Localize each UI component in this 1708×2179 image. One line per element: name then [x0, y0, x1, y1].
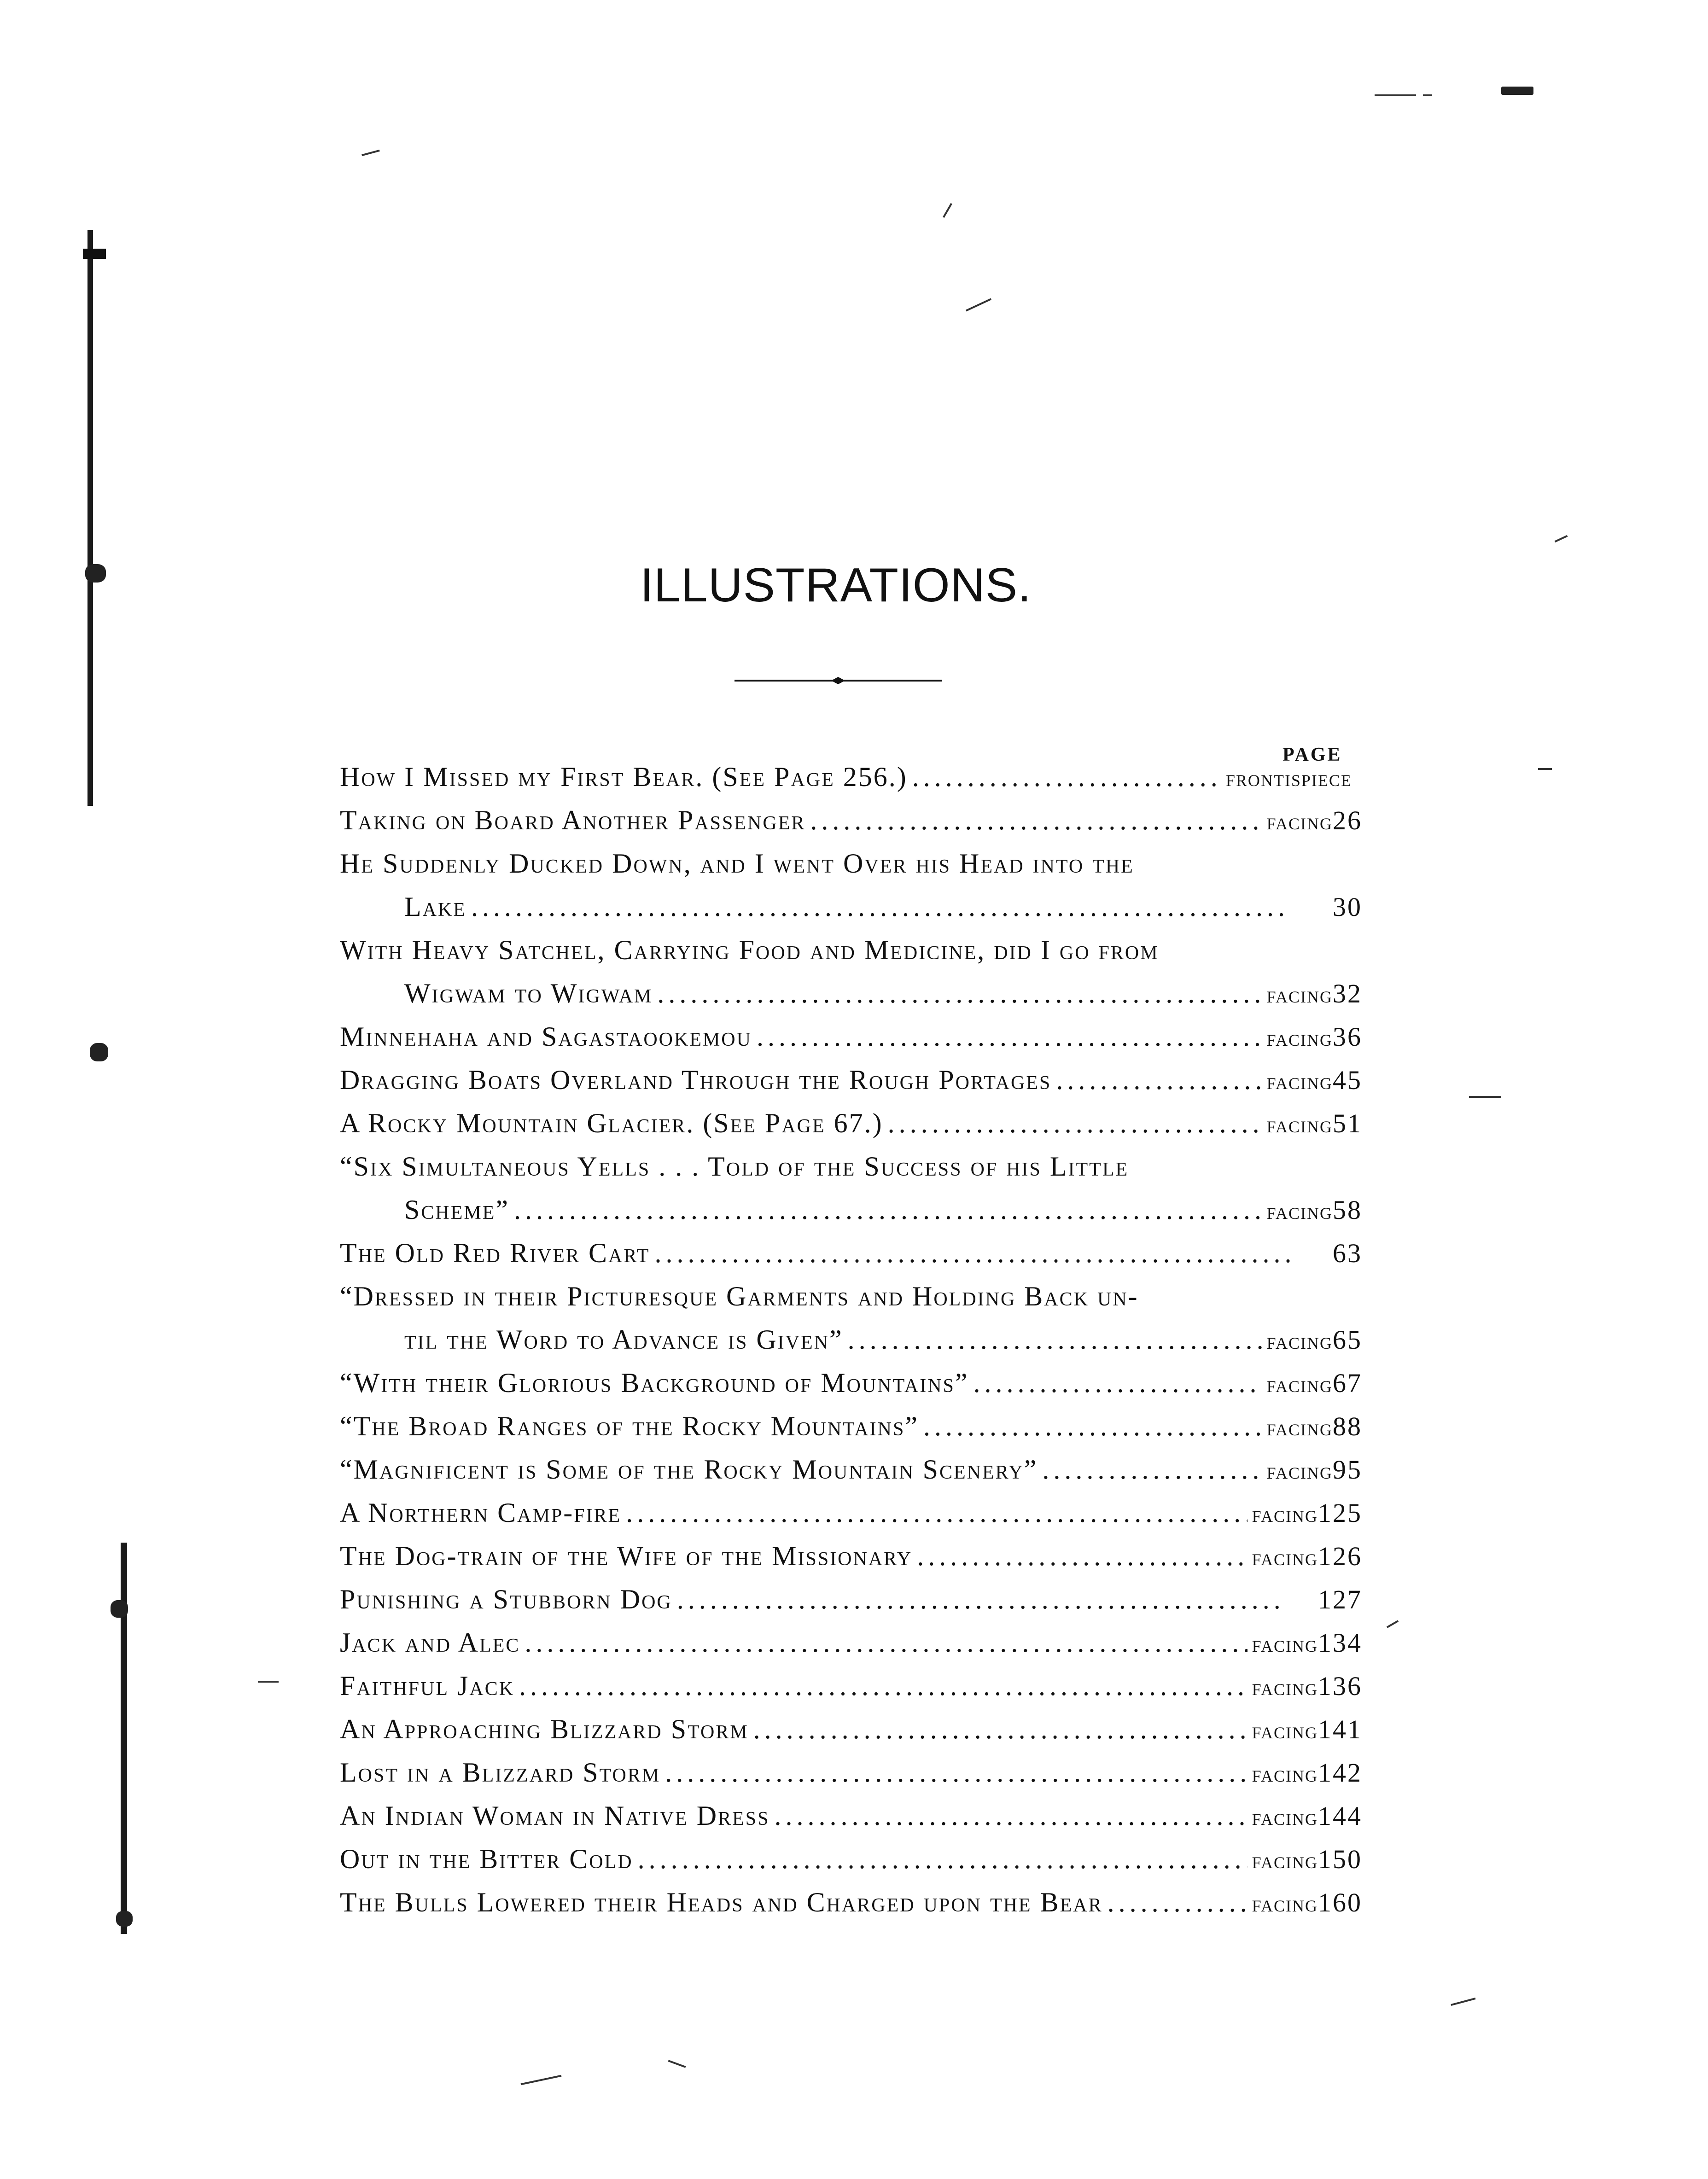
- entry-page-number: 30: [1333, 892, 1362, 922]
- scan-speck: [85, 564, 106, 583]
- scan-speck: [116, 1911, 133, 1927]
- entry-label: facing: [1252, 1718, 1318, 1744]
- dot-leader: [888, 1101, 1262, 1145]
- scan-dash: [1538, 768, 1552, 770]
- illustration-entry: [340, 1664, 1362, 1707]
- entry-page-number: 45: [1333, 1065, 1362, 1095]
- entry-label: facing: [1252, 1674, 1318, 1701]
- entry-line: [340, 1361, 1362, 1404]
- entry-page-number: 150: [1318, 1844, 1362, 1874]
- illustration-entry: [340, 1145, 1362, 1231]
- entry-page-number: 126: [1318, 1541, 1362, 1571]
- entry-label: facing: [1266, 1112, 1333, 1138]
- entry-page-number: 58: [1333, 1195, 1362, 1225]
- entry-line: [340, 1058, 1362, 1101]
- scan-dash: [668, 2060, 686, 2068]
- entry-label: facing: [1266, 1371, 1333, 1398]
- binding-edge-shadow: [87, 230, 93, 806]
- entry-line: [340, 928, 1362, 972]
- entry-line: [340, 1101, 1362, 1145]
- scan-dash: [1451, 1998, 1475, 2006]
- scan-dash: [521, 2075, 562, 2086]
- entry-title-text: The Old Red River Cart: [340, 1238, 650, 1268]
- entry-page-number: 65: [1333, 1325, 1362, 1355]
- illustration-entry: [340, 1101, 1362, 1145]
- entry-line: [340, 1664, 1362, 1707]
- entry-page-number: 67: [1333, 1368, 1362, 1398]
- scan-dash: [1423, 94, 1432, 96]
- entry-title-text: “Six Simultaneous Yells . . . Told of the Success of his Little: [340, 1151, 1129, 1182]
- entry-title-text: Minnehaha and Sagastaookemou: [340, 1021, 752, 1052]
- scan-dash: [1555, 535, 1568, 542]
- entry-page-number: 36: [1333, 1022, 1362, 1052]
- illustration-entry: [340, 1361, 1362, 1404]
- scan-dash: [1375, 94, 1416, 96]
- entry-title-text: Jack and Alec: [340, 1627, 520, 1658]
- dot-leader: [775, 1794, 1247, 1837]
- illustration-entry: [340, 928, 1362, 1015]
- page-title: ILLUSTRATIONS.: [640, 559, 1032, 612]
- entry-page-number: 26: [1333, 805, 1362, 835]
- entry-label: frontispiece: [1225, 765, 1352, 792]
- scan-speck: [83, 249, 106, 259]
- dot-leader: [626, 1491, 1247, 1534]
- entry-label: facing: [1266, 1068, 1333, 1095]
- entry-label: facing: [1266, 809, 1333, 835]
- dot-leader: [912, 755, 1221, 798]
- entry-title-text: A Rocky Mountain Glacier. (See Page 67.): [340, 1108, 883, 1138]
- entry-title-text: Punishing a Stubborn Dog: [340, 1584, 672, 1614]
- entry-line: [340, 755, 1362, 798]
- entry-title-text: How I Missed my First Bear. (See Page 256.): [340, 762, 908, 792]
- entry-label: facing: [1266, 1458, 1333, 1484]
- entry-title-text: An Indian Woman in Native Dress: [340, 1800, 770, 1831]
- entry-line: [340, 1275, 1362, 1318]
- entry-page-number: 125: [1318, 1498, 1362, 1528]
- entry-label: facing: [1266, 1198, 1333, 1224]
- dot-leader: [1108, 1881, 1247, 1924]
- dot-leader: [757, 1015, 1262, 1058]
- page-column-header: PAGE: [1282, 744, 1342, 765]
- entry-line: [340, 885, 1362, 928]
- scan-dash: [361, 150, 380, 156]
- entry-line: [340, 972, 1362, 1015]
- dot-leader: [638, 1837, 1247, 1881]
- entry-title-text: Lake: [404, 891, 466, 922]
- entry-title-text: Dragging Boats Overland Through the Rough Portages: [340, 1065, 1052, 1095]
- entry-page-number: 95: [1333, 1455, 1362, 1485]
- entry-title-text: Faithful Jack: [340, 1671, 515, 1701]
- entry-label: facing: [1252, 1501, 1318, 1527]
- entry-line: [340, 1145, 1362, 1188]
- scan-speck: [111, 1600, 128, 1618]
- entry-line: [340, 1794, 1362, 1837]
- entry-title-text: “With their Glorious Background of Mountains”: [340, 1368, 969, 1398]
- title-rule-ornament: [734, 675, 942, 686]
- entry-page-number: 51: [1333, 1108, 1362, 1138]
- entry-page-number: 134: [1318, 1628, 1362, 1658]
- dot-leader: [1056, 1058, 1262, 1101]
- entry-line: [340, 1015, 1362, 1058]
- illustration-entry: [340, 1621, 1362, 1664]
- illustration-entry: [340, 1275, 1362, 1361]
- illustration-entry: [340, 1707, 1362, 1751]
- entry-line: [340, 1621, 1362, 1664]
- illustration-entry: [340, 798, 1362, 842]
- dot-leader: [677, 1578, 1281, 1621]
- entry-line: [340, 1491, 1362, 1534]
- scan-dash: [966, 298, 991, 312]
- entry-title-text: The Bulls Lowered their Heads and Charged upon the Bear: [340, 1887, 1103, 1917]
- entry-title-text: With Heavy Satchel, Carrying Food and Medicine, did I go from: [340, 935, 1159, 965]
- dot-leader: [657, 972, 1262, 1015]
- entry-page-number: 160: [1318, 1888, 1362, 1917]
- entry-page-number: 144: [1318, 1801, 1362, 1831]
- illustration-entry: [340, 1404, 1362, 1448]
- entry-line: [340, 1578, 1362, 1621]
- entry-page-number: 32: [1333, 979, 1362, 1008]
- entry-page-number: 141: [1318, 1714, 1362, 1744]
- dot-leader: [471, 885, 1284, 928]
- entry-label: facing: [1252, 1761, 1318, 1787]
- dot-leader: [654, 1231, 1294, 1275]
- dot-leader: [665, 1751, 1247, 1794]
- scan-dash: [1387, 1620, 1399, 1628]
- entry-line: [340, 1707, 1362, 1751]
- illustration-entry: [340, 1837, 1362, 1881]
- entry-line: [340, 1188, 1362, 1231]
- entry-title-text: til the Word to Advance is Given”: [404, 1324, 843, 1355]
- illustration-entry: [340, 755, 1362, 798]
- entry-title-text: He Suddenly Ducked Down, and I went Over his Head into the: [340, 848, 1134, 879]
- illustration-entry: [340, 1058, 1362, 1101]
- entry-page-number: 88: [1333, 1411, 1362, 1441]
- illustration-entry: [340, 1534, 1362, 1578]
- entry-title-text: Wigwam to Wigwam: [404, 978, 653, 1008]
- entry-label: facing: [1266, 982, 1333, 1008]
- entry-page-number: 127: [1318, 1585, 1362, 1614]
- dot-leader: [514, 1188, 1262, 1231]
- entry-page-number: 63: [1333, 1238, 1362, 1268]
- entry-label: facing: [1266, 1025, 1333, 1051]
- entry-title-text: Lost in a Blizzard Storm: [340, 1757, 661, 1788]
- entry-title-text: “Magnificent is Some of the Rocky Mountain Scenery”: [340, 1454, 1038, 1485]
- entry-line: [340, 1881, 1362, 1924]
- entry-line: [340, 1231, 1362, 1275]
- scan-speck: [1501, 87, 1533, 95]
- entry-label: facing: [1252, 1891, 1318, 1917]
- entry-label: facing: [1266, 1415, 1333, 1441]
- illustration-entry: [340, 1794, 1362, 1837]
- entry-title-text: A Northern Camp-fire: [340, 1497, 622, 1528]
- dot-leader: [810, 798, 1262, 842]
- entry-title-text: Scheme”: [404, 1194, 509, 1225]
- entry-line: [340, 1534, 1362, 1578]
- entry-label: facing: [1252, 1847, 1318, 1874]
- entry-label: facing: [1266, 1328, 1333, 1354]
- illustration-entry: [340, 1751, 1362, 1794]
- entry-title-text: Out in the Bitter Cold: [340, 1844, 633, 1874]
- entry-title-text: An Approaching Blizzard Storm: [340, 1714, 749, 1744]
- scan-speck: [90, 1043, 108, 1061]
- dot-leader: [917, 1534, 1247, 1578]
- dot-leader: [923, 1404, 1262, 1448]
- entry-label: facing: [1252, 1804, 1318, 1830]
- entry-title-text: Taking on Board Another Passenger: [340, 805, 806, 835]
- entry-title-text: “The Broad Ranges of the Rocky Mountains”: [340, 1411, 919, 1441]
- entry-label: facing: [1252, 1544, 1318, 1571]
- illustration-entry: [340, 1448, 1362, 1491]
- illustration-entry: [340, 1015, 1362, 1058]
- entry-line: [340, 1318, 1362, 1361]
- entry-line: [340, 1404, 1362, 1448]
- dot-leader: [848, 1318, 1262, 1361]
- entry-title-text: The Dog-train of the Wife of the Missionary: [340, 1541, 913, 1571]
- entry-title-text: “Dressed in their Picturesque Garments and Holding Back un-: [340, 1281, 1139, 1311]
- illustration-entry: [340, 1881, 1362, 1924]
- scan-dash: [1469, 1096, 1501, 1098]
- illustration-list: [340, 755, 1362, 1924]
- dot-leader: [525, 1621, 1247, 1664]
- entry-page-number: 136: [1318, 1671, 1362, 1701]
- illustration-entry: [340, 1578, 1362, 1621]
- dot-leader: [974, 1361, 1262, 1404]
- dot-leader: [753, 1707, 1247, 1751]
- entry-line: [340, 1448, 1362, 1491]
- illustration-entry: [340, 842, 1362, 928]
- dot-leader: [1042, 1448, 1262, 1491]
- dot-leader: [519, 1664, 1247, 1707]
- entry-page-number: 142: [1318, 1758, 1362, 1788]
- scan-dash: [943, 203, 952, 218]
- entry-line: [340, 1837, 1362, 1881]
- illustration-entry: [340, 1491, 1362, 1534]
- entry-line: [340, 798, 1362, 842]
- illustration-entry: [340, 1231, 1362, 1275]
- scan-dash: [258, 1681, 279, 1683]
- entry-label: facing: [1252, 1631, 1318, 1657]
- entry-line: [340, 842, 1362, 885]
- entry-line: [340, 1751, 1362, 1794]
